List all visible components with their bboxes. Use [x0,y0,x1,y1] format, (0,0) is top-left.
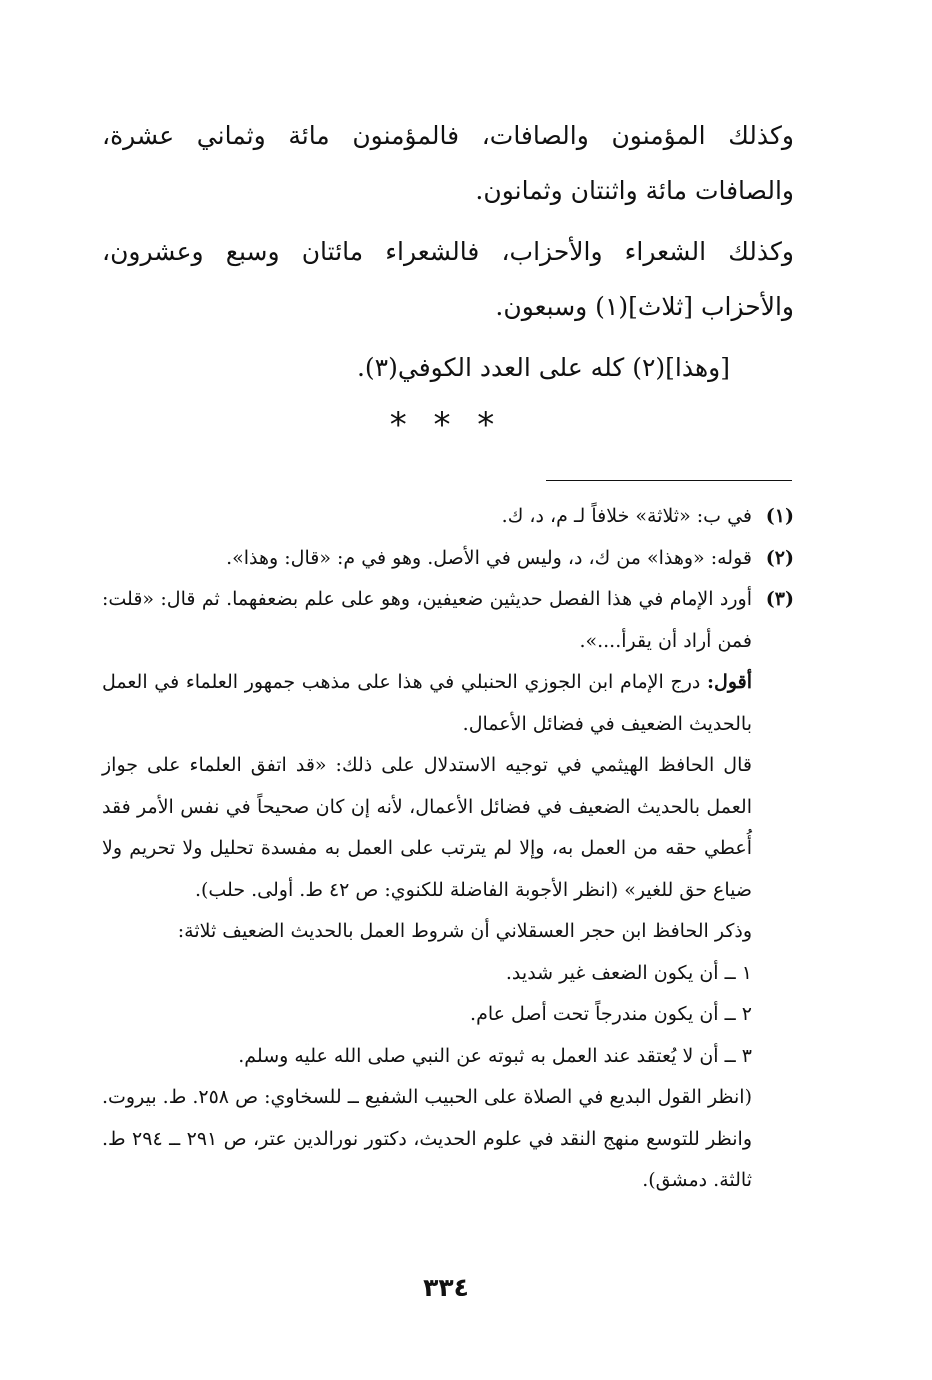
page-number: ٣٣٤ [423,1273,469,1302]
footnote-3 [102,579,794,662]
footnote-3-references: (انظر القول البديع في الصلاة على الحبيب الشفيع ــ للسخاوي: ص ٢٥٨. ط. بيروت. وانظر للتوسع منهج النقد في علوم الحديث، دكتور نورالدين عتر، ص ٢٩١ ــ ٢٩٤ ط. ثالثة. دمشق). [102,1086,752,1191]
paragraph-kufi-count: [وهذا](٢) كله على العدد الكوفي(٣). [356,353,730,382]
main-text [102,108,794,395]
section-separator: * * * [389,405,503,445]
footnote-3-condition-2: ٢ ــ أن يكون مندرجاً تحت أصل عام. [470,1003,752,1025]
aqoul-text: درج الإمام ابن الجوزي الحنبلي في هذا على مذهب جمهور العلماء في العمل بالحديث الضعيف في فضائل الأعمال. [102,671,752,735]
paragraph-shuara-ahzab: وكذلك الشعراء والأحزاب، فالشعراء مائتان وسبع وعشرون، والأحزاب [ثلاث](١) وسبعون. [102,237,794,321]
footnote-2-text: قوله: «وهذا» من ك، د، وليس في الأصل. وهو في م: «قال: وهذا». [226,546,752,569]
footnote-3-condition-3: ٣ ــ أن لا يُعتقد عند العمل به ثبوته عن النبي صلى الله عليه وسلم. [238,1044,752,1067]
footnote-3-condition-1: ١ ــ أن يكون الضعف غير شديد. [505,961,752,984]
footnote-3-haythami: قال الحافظ الهيثمي في توجيه الاستدلال على ذلك: «قد اتفق العلماء على جواز العمل بالحديث الضعيف في فضائل الأعمال، لأنه إن كان صحيحاً في نفس الأمر فقد أُعطي حقه من العمل به، وإلا لم يترتب على العمل به مفسدة تحليل ولا تحريم ولا ضياع حق للغير» (انظر الأجوبة الفاضلة للكنوي: ص ٤٢ ط. أولى. حلب). [102,754,752,901]
footnote-1-number: (١) [765,505,794,527]
footnote-3-number: (٣) [765,588,794,610]
footnote-1-text: في ب: «ثلاثة» خلافاً لـ م، د، ك. [501,505,752,527]
footnote-3-text: أورد الإمام في هذا الفصل حديثين ضعيفين، وهو على علم بضعفهما. ثم قال: «قلت: فمن أراد أن يقرأ....». [102,588,752,652]
footnote-3-continuation [102,662,794,1202]
footnote-3-conditions-intro: وذكر الحافظ ابن حجر العسقلاني أن شروط العمل بالحديث الضعيف ثلاثة: [177,920,752,942]
footnote-1 [102,496,794,538]
footnote-2-number: (٢) [765,546,794,569]
footnote-3-aqoul [102,662,752,745]
footnote-divider [546,480,792,481]
aqoul-label: أقول: [707,671,752,693]
footnotes [102,496,794,1202]
footnote-2 [102,538,794,580]
paragraph-muminun-saffat: وكذلك المؤمنون والصافات، فالمؤمنون مائة وثماني عشرة، والصافات مائة واثنتان وثمانون. [102,121,794,205]
